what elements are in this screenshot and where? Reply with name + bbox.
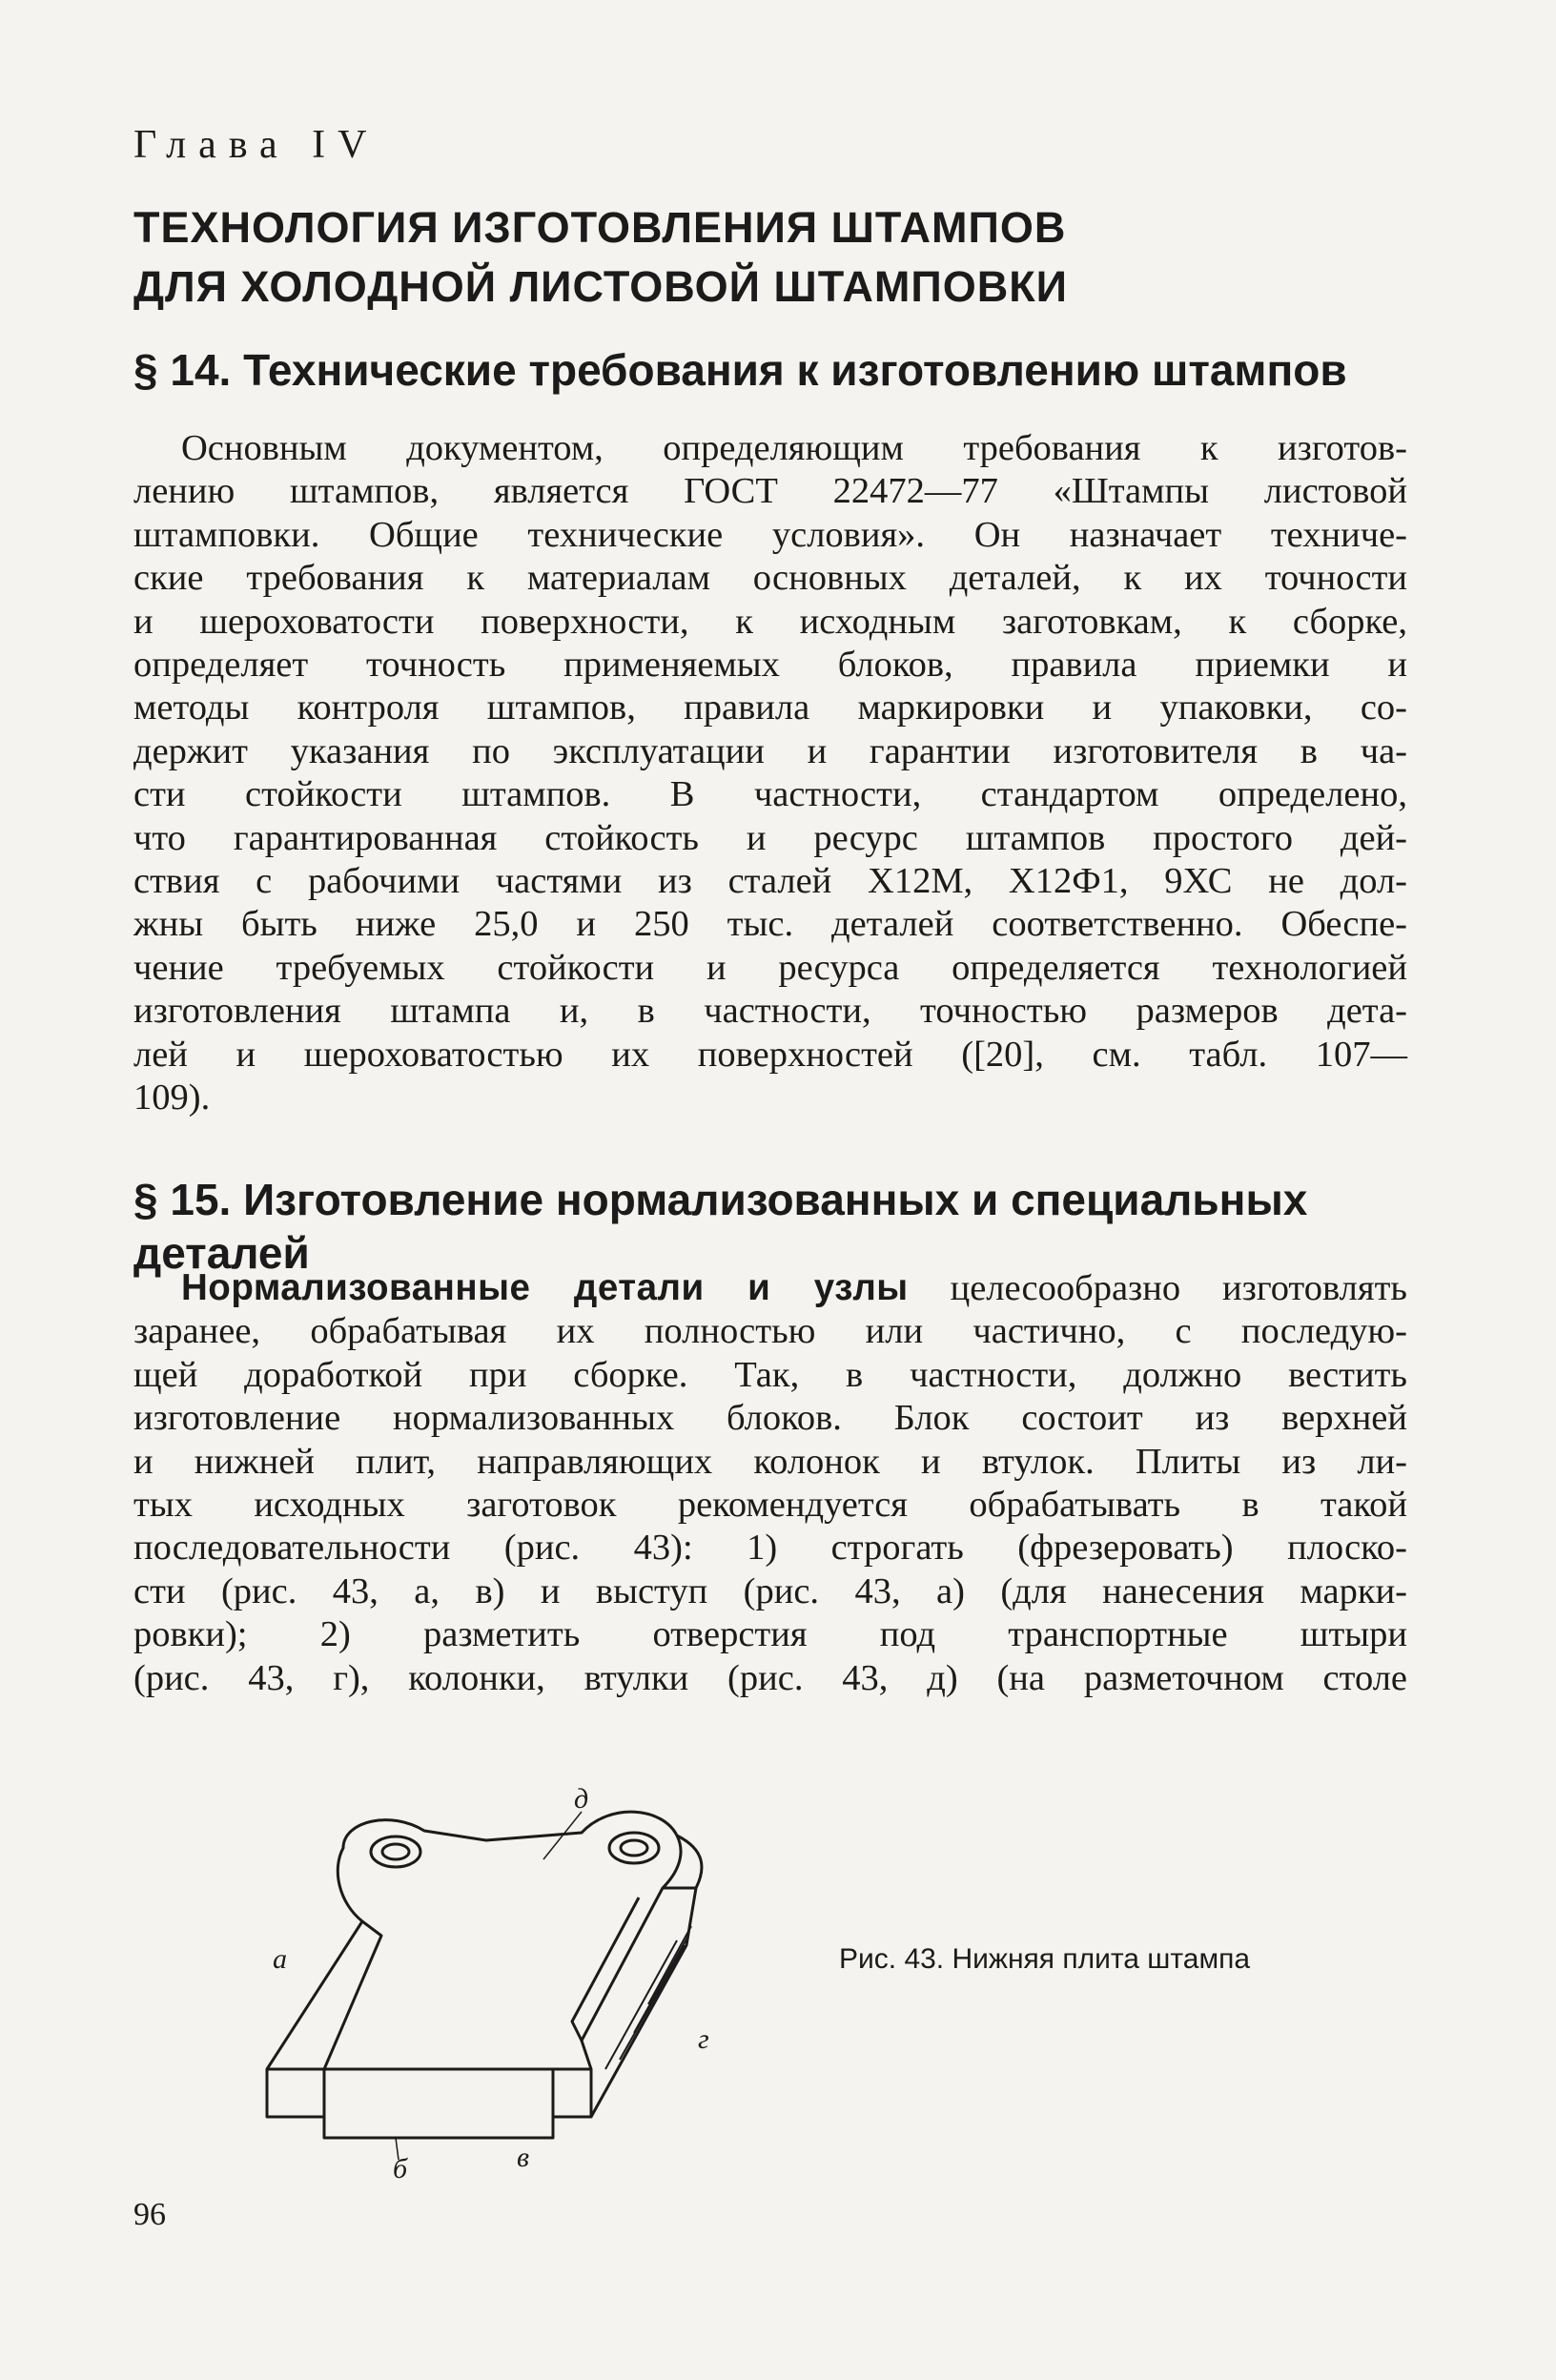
paragraph-line: сти стойкости штампов. В частности, стандартом определено, [133, 774, 1407, 815]
paragraph-line: ровки); 2) разметить отверстия под транспортные штыри [133, 1614, 1407, 1655]
paragraph-line: тых исходных заготовок рекомендуется обрабатывать в такой [133, 1485, 1407, 1526]
paragraph-line: чение требуемых стойкости и ресурса определяется технологией [133, 947, 1407, 988]
paragraph-line: Основным документом, определяющим требования к изготов- [181, 428, 1407, 468]
figure-label-d: д [574, 1783, 589, 1815]
plate-recess [324, 1898, 639, 2069]
plate-hole-left [371, 1836, 420, 1867]
paragraph-line: 109). [133, 1077, 211, 1118]
paragraph-line: штамповки. Общие технические условия». Он назначает техниче- [133, 514, 1407, 555]
plate-right-edge [591, 1836, 702, 2117]
paragraph-line: что гарантированная стойкость и ресурс штампов простого дей- [133, 817, 1407, 858]
paragraph-line: (рис. 43, г), колонки, втулки (рис. 43, д) (на разметочном столе [133, 1657, 1407, 1698]
figure-label-b: б [393, 2153, 408, 2185]
figure-43-lower-die-plate [229, 1783, 763, 2184]
section-15-paragraph [133, 1266, 1407, 1700]
section-14-paragraph [133, 427, 1407, 1120]
paragraph-line-text: целесообразно изготовлять [908, 1268, 1407, 1308]
figure-label-v: в [517, 2142, 530, 2173]
figure-label-a: а [273, 1943, 287, 1975]
paragraph-line: заранее, обрабатывая их полностью или частично, с последую- [133, 1311, 1407, 1352]
chapter-title-line-2: ДЛЯ ХОЛОДНОЙ ЛИСТОВОЙ ШТАМПОВКИ [133, 262, 1068, 311]
paragraph-line [133, 1266, 1407, 1310]
plate-hole-right [609, 1833, 659, 1863]
section-14-heading: § 14. Технические требования к изготовлению штампов [133, 345, 1347, 395]
bold-lead-term: Нормализованные детали и узлы [181, 1267, 909, 1308]
paragraph-line: и нижней плит, направляющих колонок и втулок. Плиты из ли- [133, 1441, 1407, 1482]
paragraph-line: последовательности (рис. 43): 1) строгать (фрезеровать) плоско- [133, 1528, 1407, 1569]
paragraph-line: лей и шероховатостью их поверхностей ([20], см. табл. 107— [133, 1034, 1407, 1075]
chapter-title [133, 198, 1068, 317]
paragraph-line: лению штампов, является ГОСТ 22472—77 «Штампы листовой [133, 471, 1407, 512]
chapter-label: Глава IV [133, 123, 379, 167]
plate-hole-right-inner [621, 1840, 647, 1856]
figure-label-g: г [698, 2023, 709, 2055]
plate-top-face [267, 1812, 681, 2069]
plate-front-edge [267, 2069, 591, 2138]
paragraph-line: и шероховатости поверхности, к исходным заготовкам, к сборке, [133, 601, 1407, 642]
chapter-title-line-1: ТЕХНОЛОГИЯ ИЗГОТОВЛЕНИЯ ШТАМПОВ [133, 203, 1067, 252]
paragraph-line: жны быть ниже 25,0 и 250 тыс. деталей соответственно. Обеспе- [133, 904, 1407, 945]
section-15-heading-line-2: деталей [133, 1228, 310, 1278]
paragraph-line: ствия с рабочими частями из сталей Х12М, Х12Ф1, 9ХС не дол- [133, 861, 1407, 902]
paragraph-line: изготовление нормализованных блоков. Блок состоит из верхней [133, 1398, 1407, 1439]
page-number: 96 [133, 2197, 166, 2232]
paragraph-line: методы контроля штампов, правила маркировки и упаковки, со- [133, 687, 1407, 728]
paragraph-line: определяет точность применяемых блоков, правила приемки и [133, 645, 1407, 686]
paragraph-line: держит указания по эксплуатации и гарантии изготовителя в ча- [133, 730, 1407, 771]
plate-step [324, 2069, 553, 2117]
section-15-heading [133, 1173, 1307, 1280]
paragraph-line: изготовления штампа и, в частности, точностью размеров дета- [133, 991, 1407, 1032]
paragraph-line: ские требования к материалам основных деталей, к их точности [133, 558, 1407, 599]
plate-drawing [229, 1783, 763, 2184]
paragraph-line: щей доработкой при сборке. Так, в частности, должно вестить [133, 1354, 1407, 1395]
plate-hole-left-inner [382, 1844, 409, 1859]
section-15-heading-line-1: § 15. Изготовление нормализованных и специальных [133, 1175, 1308, 1224]
paragraph-line: сти (рис. 43, а, в) и выступ (рис. 43, а) (для нанесения марки- [133, 1570, 1407, 1611]
plate-hatching [605, 1926, 691, 2069]
figure-caption: Рис. 43. Нижняя плита штампа [839, 1943, 1251, 1975]
